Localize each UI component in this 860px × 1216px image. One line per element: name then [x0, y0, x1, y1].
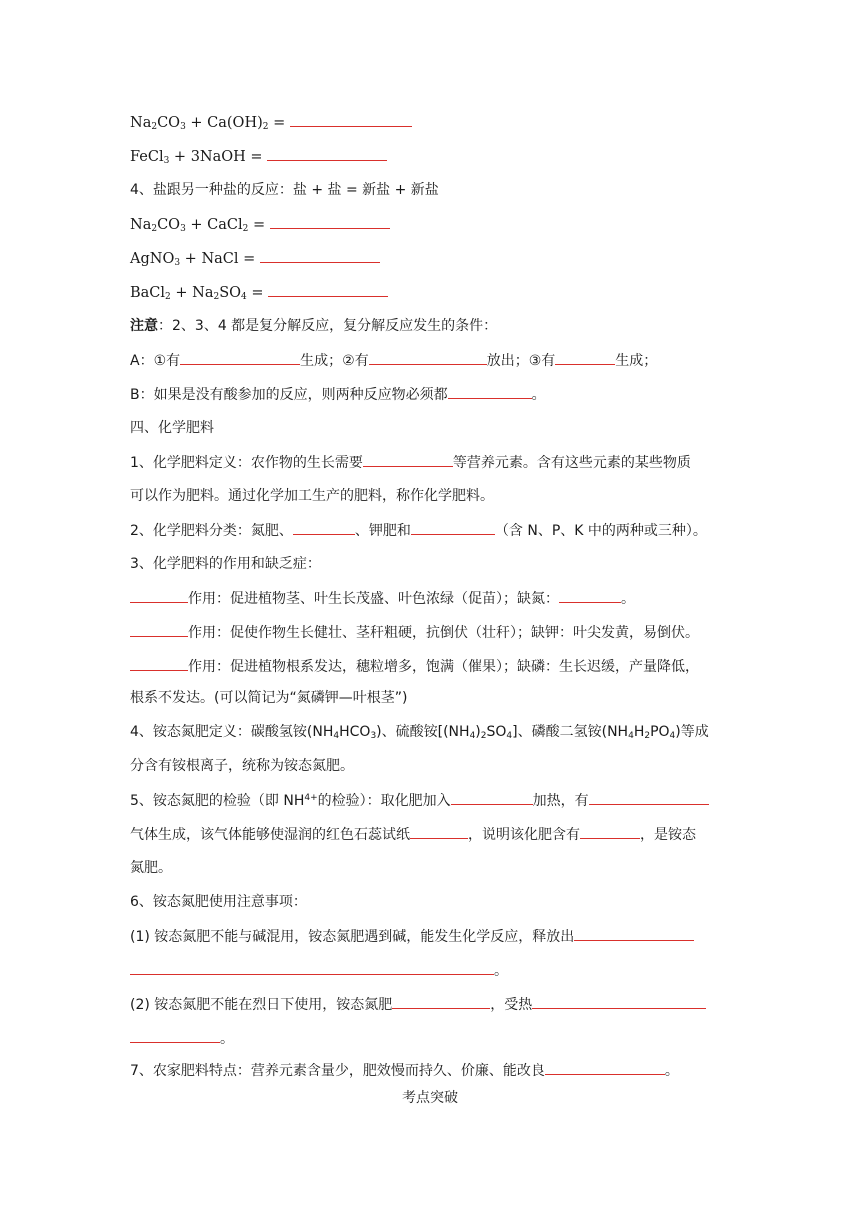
- eq-sub: 2: [262, 122, 269, 132]
- answer-blank[interactable]: [130, 960, 494, 975]
- caution-text: ，受热: [490, 997, 533, 1013]
- test-text: ，是铵态: [640, 827, 696, 843]
- answer-blank[interactable]: [392, 994, 490, 1009]
- note-b-text: 。: [531, 387, 546, 403]
- caution-text: 。: [220, 1031, 234, 1047]
- ammonium-test: [130, 790, 709, 811]
- answer-blank[interactable]: [293, 520, 355, 535]
- eq-sub: 4: [333, 731, 340, 741]
- eq-sub: 2: [151, 122, 158, 132]
- equation-agno3-nacl: [130, 248, 380, 269]
- answer-blank[interactable]: [451, 790, 533, 805]
- test-text: ，说明该化肥含有: [468, 827, 580, 843]
- caution-text: (1) 铵态氮肥不能与碱混用，铵态氮肥遇到碱，能发生化学反应，释放出: [130, 929, 575, 945]
- eq-sub: 4: [469, 731, 476, 741]
- test-text: 的检验）：取化肥加入: [317, 793, 451, 809]
- eq-text: =: [246, 285, 269, 301]
- caution-2-cont: [130, 1028, 234, 1049]
- answer-blank[interactable]: [411, 520, 495, 535]
- eq-text: =: [248, 217, 270, 233]
- eq-text: + 3NaOH =: [169, 149, 268, 165]
- equation-na2co3-caoh2: [130, 112, 412, 133]
- caution-text: (2) 铵态氮肥不能在烈日下使用，铵态氮肥: [130, 997, 393, 1013]
- eq-text: SO: [219, 285, 242, 301]
- effect-text: 作用：促进植物茎、叶生长茂盛、叶色浓绿（促苗）；缺氮：: [188, 591, 559, 607]
- test-text: 气体生成，该气体能够使湿润的红色石蕊试纸: [130, 827, 410, 843]
- eq-text: FeCl: [130, 149, 164, 165]
- eq-sub: 3: [163, 156, 170, 166]
- effect-text: 。: [621, 591, 635, 607]
- farm-manure: [130, 1060, 679, 1081]
- def-text: H: [633, 724, 645, 740]
- ammonium-test-cont: [130, 824, 696, 845]
- eq-text: BaCl: [130, 285, 166, 301]
- eq-text: + Na: [170, 285, 214, 301]
- eq-sub: 2: [480, 731, 487, 741]
- effect-potassium: [130, 622, 699, 643]
- eq-sup: 4+: [304, 793, 318, 803]
- answer-blank[interactable]: [268, 282, 388, 297]
- eq-text: Na: [130, 217, 152, 233]
- answer-blank[interactable]: [180, 350, 300, 365]
- def-text: ]、磷酸二氢铵(NH: [512, 724, 629, 740]
- def-text: 1、化学肥料定义：农作物的生长需要: [130, 455, 363, 471]
- answer-blank[interactable]: [270, 214, 390, 229]
- answer-blank[interactable]: [260, 248, 380, 263]
- note-text: ：2、3、4 都是复分解反应，复分解反应发生的条件：: [158, 318, 498, 334]
- farm-text: 7、农家肥料特点：营养元素含量少，肥效慢而持久、价廉、能改良: [130, 1063, 545, 1079]
- eq-text: + CaCl: [185, 217, 243, 233]
- note-b-line: [130, 384, 546, 405]
- note-a-text: 生成；②有: [300, 353, 369, 369]
- eq-text: CO: [157, 115, 181, 131]
- caution-2: [130, 994, 706, 1015]
- section-title-fertilizer: 四、化学肥料: [130, 420, 214, 436]
- farm-text: 。: [664, 1063, 679, 1079]
- answer-blank[interactable]: [580, 824, 640, 839]
- effect-nitrogen: [130, 588, 635, 609]
- eq-sub: 2: [151, 224, 158, 234]
- eq-sub: 2: [242, 224, 249, 234]
- ammonium-definition-cont: 分含有铵根离子，统称为铵态氮肥。: [130, 758, 354, 774]
- classify-text: 、钾肥和: [354, 523, 411, 539]
- eq-sub: 3: [370, 731, 377, 741]
- eq-sub: 4: [669, 731, 676, 741]
- def-text: 4、铵态氮肥定义：碳酸氢铵(NH: [130, 724, 334, 740]
- eq-sub: 3: [180, 122, 186, 132]
- note-a-text: 放出；③有: [486, 353, 556, 369]
- fertilizer-definition-cont: 可以作为肥料。通过化学加工生产的肥料，称作化学肥料。: [130, 488, 494, 504]
- caution-text: 。: [494, 963, 508, 979]
- eq-sub: 2: [165, 292, 171, 302]
- answer-blank[interactable]: [410, 824, 468, 839]
- equation-fecl3-naoh: [130, 146, 387, 167]
- def-text: PO: [650, 724, 670, 740]
- def-text: )等成: [675, 724, 709, 740]
- eq-sub: 2: [213, 292, 220, 302]
- note-a-text: A：①有: [130, 353, 181, 369]
- answer-blank[interactable]: [130, 656, 188, 671]
- caution-1: [130, 926, 694, 947]
- note-label: 注意: [130, 318, 158, 334]
- def-text: 等营养元素。含有这些元素的某些物质: [452, 455, 691, 471]
- answer-blank[interactable]: [130, 622, 188, 637]
- fertilizer-classification: [130, 520, 707, 541]
- answer-blank[interactable]: [369, 350, 487, 365]
- eq-text: AgNO: [130, 251, 175, 267]
- ammonium-test-end: 氮肥。: [130, 860, 172, 876]
- eq-sub: 3: [180, 224, 186, 234]
- eq-sub: 3: [174, 258, 181, 268]
- eq-sub: 4: [628, 731, 634, 741]
- classify-text: （含 N、P、K 中的两种或三种）。: [494, 523, 707, 539]
- caution-heading: 6、铵态氮肥使用注意事项：: [130, 894, 307, 910]
- answer-blank[interactable]: [545, 1060, 665, 1075]
- eq-text: =: [268, 115, 290, 131]
- caution-1-cont: [130, 960, 508, 981]
- answer-blank[interactable]: [130, 1028, 220, 1043]
- answer-blank[interactable]: [130, 588, 188, 603]
- effect-heading: 3、化学肥料的作用和缺乏症：: [130, 556, 321, 572]
- answer-blank[interactable]: [559, 588, 621, 603]
- ammonium-definition: [130, 722, 709, 742]
- note-line: [130, 316, 497, 336]
- equation-na2co3-cacl2: [130, 214, 390, 235]
- eq-sub: 4: [506, 731, 513, 741]
- answer-blank[interactable]: [290, 112, 412, 127]
- answer-blank[interactable]: [448, 384, 532, 399]
- eq-text: CO: [157, 217, 181, 233]
- effect-text: 作用：促使作物生长健壮、茎秆粗硬，抗倒伏（壮秆）；缺钾：叶尖发黄，易倒伏。: [188, 625, 699, 641]
- effect-text: 作用：促进植物根系发达，穗粒增多，饱满（催果）；缺磷：生长迟缓，产量降低，: [188, 659, 699, 675]
- def-text: SO: [486, 724, 507, 740]
- fertilizer-definition: [130, 452, 691, 473]
- eq-sub: 4: [241, 292, 247, 302]
- def-text: HCO: [339, 724, 371, 740]
- eq-text: + NaCl =: [180, 251, 260, 267]
- note-b-text: B：如果是没有酸参加的反应，则两种反应物必须都: [130, 387, 448, 403]
- note-a-line: [130, 350, 657, 371]
- salt-salt-heading: 4、盐跟另一种盐的反应：盐 + 盐 = 新盐 + 新盐: [130, 182, 439, 198]
- answer-blank[interactable]: [363, 452, 453, 467]
- answer-blank[interactable]: [267, 146, 387, 161]
- eq-text: + Ca(OH): [185, 115, 263, 131]
- def-text: )、硫酸铵[(NH: [376, 724, 470, 740]
- eq-text: Na: [130, 115, 152, 131]
- answer-blank[interactable]: [555, 350, 615, 365]
- answer-blank[interactable]: [589, 790, 709, 805]
- equation-bacl2-na2so4: [130, 282, 388, 303]
- effect-phosphorus-cont: 根系不发达。(可以简记为“氮磷钾—叶根茎”): [130, 690, 408, 706]
- test-text: 加热，有: [532, 793, 589, 809]
- test-text: 5、铵态氮肥的检验（即 NH: [130, 793, 305, 809]
- effect-phosphorus: [130, 656, 699, 677]
- answer-blank[interactable]: [574, 926, 694, 941]
- footer-heading: 考点突破: [402, 1090, 458, 1106]
- classify-text: 2、化学肥料分类：氮肥、: [130, 523, 293, 539]
- def-text: ): [475, 724, 481, 740]
- eq-sub: 2: [644, 731, 651, 741]
- note-a-text: 生成；: [615, 353, 658, 369]
- answer-blank[interactable]: [532, 994, 706, 1009]
